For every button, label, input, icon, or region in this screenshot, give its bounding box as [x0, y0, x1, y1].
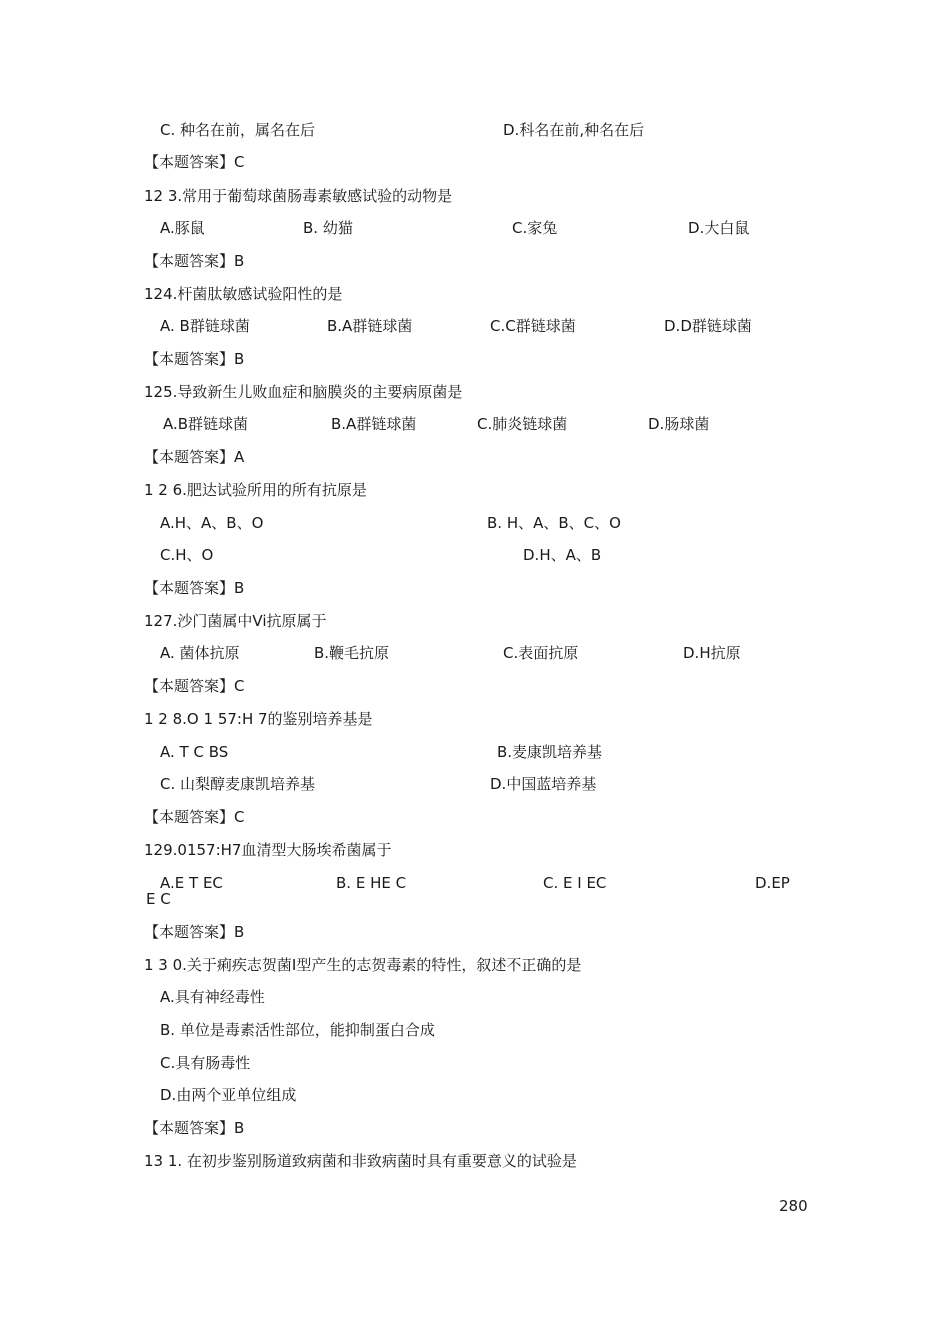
option-c: C.H、O [160, 546, 214, 564]
answer-line: 【本题答案】B [144, 1119, 245, 1137]
option-b: B. 单位是毒素活性部位，能抑制蛋白合成 [160, 1021, 435, 1039]
option-b: B. 幼猫 [303, 219, 353, 237]
option-a: A.具有神经毒性 [160, 988, 265, 1006]
option-d: D.科名在前,种名在后 [503, 121, 645, 139]
option-b: B. H、A、B、C、O [487, 514, 621, 532]
question-129: 129.0157:H7血清型大肠埃希菌属于 [144, 841, 392, 859]
option-c: C.C群链球菌 [490, 317, 576, 335]
option-b: B.A群链球菌 [327, 317, 413, 335]
option-a: A. 菌体抗原 [160, 644, 240, 662]
question-123: 12 3.常用于葡萄球菌肠毒素敏感试验的动物是 [144, 187, 453, 205]
option-d: D.EP [755, 874, 790, 892]
option-b: B. E HE C [336, 874, 407, 892]
page-number: 280 [779, 1197, 808, 1215]
answer-line: 【本题答案】C [144, 808, 245, 826]
option-b: B.鞭毛抗原 [314, 644, 390, 662]
question-131: 13 1. 在初步鉴别肠道致病菌和非致病菌时具有重要意义的试验是 [144, 1152, 577, 1170]
option-d: D.由两个亚单位组成 [160, 1086, 297, 1104]
option-d: D.H抗原 [683, 644, 741, 662]
answer-line: 【本题答案】A [144, 448, 245, 466]
option-b: B.A群链球菌 [331, 415, 417, 433]
answer-line: 【本题答案】C [144, 153, 245, 171]
answer-line: 【本题答案】B [144, 579, 245, 597]
option-c: C. 种名在前，属名在后 [160, 121, 316, 139]
question-126: 1 2 6.肥达试验所用的所有抗原是 [144, 481, 367, 499]
option-a: A. B群链球菌 [160, 317, 250, 335]
answer-line: 【本题答案】B [144, 350, 245, 368]
option-d: D.D群链球菌 [664, 317, 752, 335]
question-130: 1 3 0.关于痢疾志贺菌Ⅰ型产生的志贺毒素的特性，叙述不正确的是 [144, 956, 582, 974]
option-c: C.具有肠毒性 [160, 1054, 251, 1072]
option-a: A.E T EC [160, 874, 223, 892]
question-127: 127.沙门菌属中Vi抗原属于 [144, 612, 327, 630]
option-c: C. E I EC [543, 874, 607, 892]
option-d: D.肠球菌 [648, 415, 710, 433]
question-125: 125.导致新生儿败血症和脑膜炎的主要病原菌是 [144, 383, 463, 401]
question-124: 124.杆菌肽敏感试验阳性的是 [144, 285, 343, 303]
option-a: A.B群链球菌 [163, 415, 249, 433]
option-a: A. T C BS [160, 743, 229, 761]
answer-line: 【本题答案】B [144, 923, 245, 941]
option-d: D.大白鼠 [688, 219, 750, 237]
option-c: C.表面抗原 [503, 644, 579, 662]
option-d: D.H、A、B [523, 546, 602, 564]
option-c: C. 山梨醇麦康凯培养基 [160, 775, 316, 793]
option-d-continued: E C [146, 890, 171, 908]
option-a: A.豚鼠 [160, 219, 205, 237]
option-c: C.肺炎链球菌 [477, 415, 568, 433]
option-b: B.麦康凯培养基 [497, 743, 603, 761]
option-d: D.中国蓝培养基 [490, 775, 597, 793]
answer-line: 【本题答案】C [144, 677, 245, 695]
question-128: 1 2 8.O 1 57:H 7的鉴别培养基是 [144, 710, 373, 728]
option-c: C.家兔 [512, 219, 558, 237]
option-a: A.H、A、B、O [160, 514, 264, 532]
answer-line: 【本题答案】B [144, 252, 245, 270]
